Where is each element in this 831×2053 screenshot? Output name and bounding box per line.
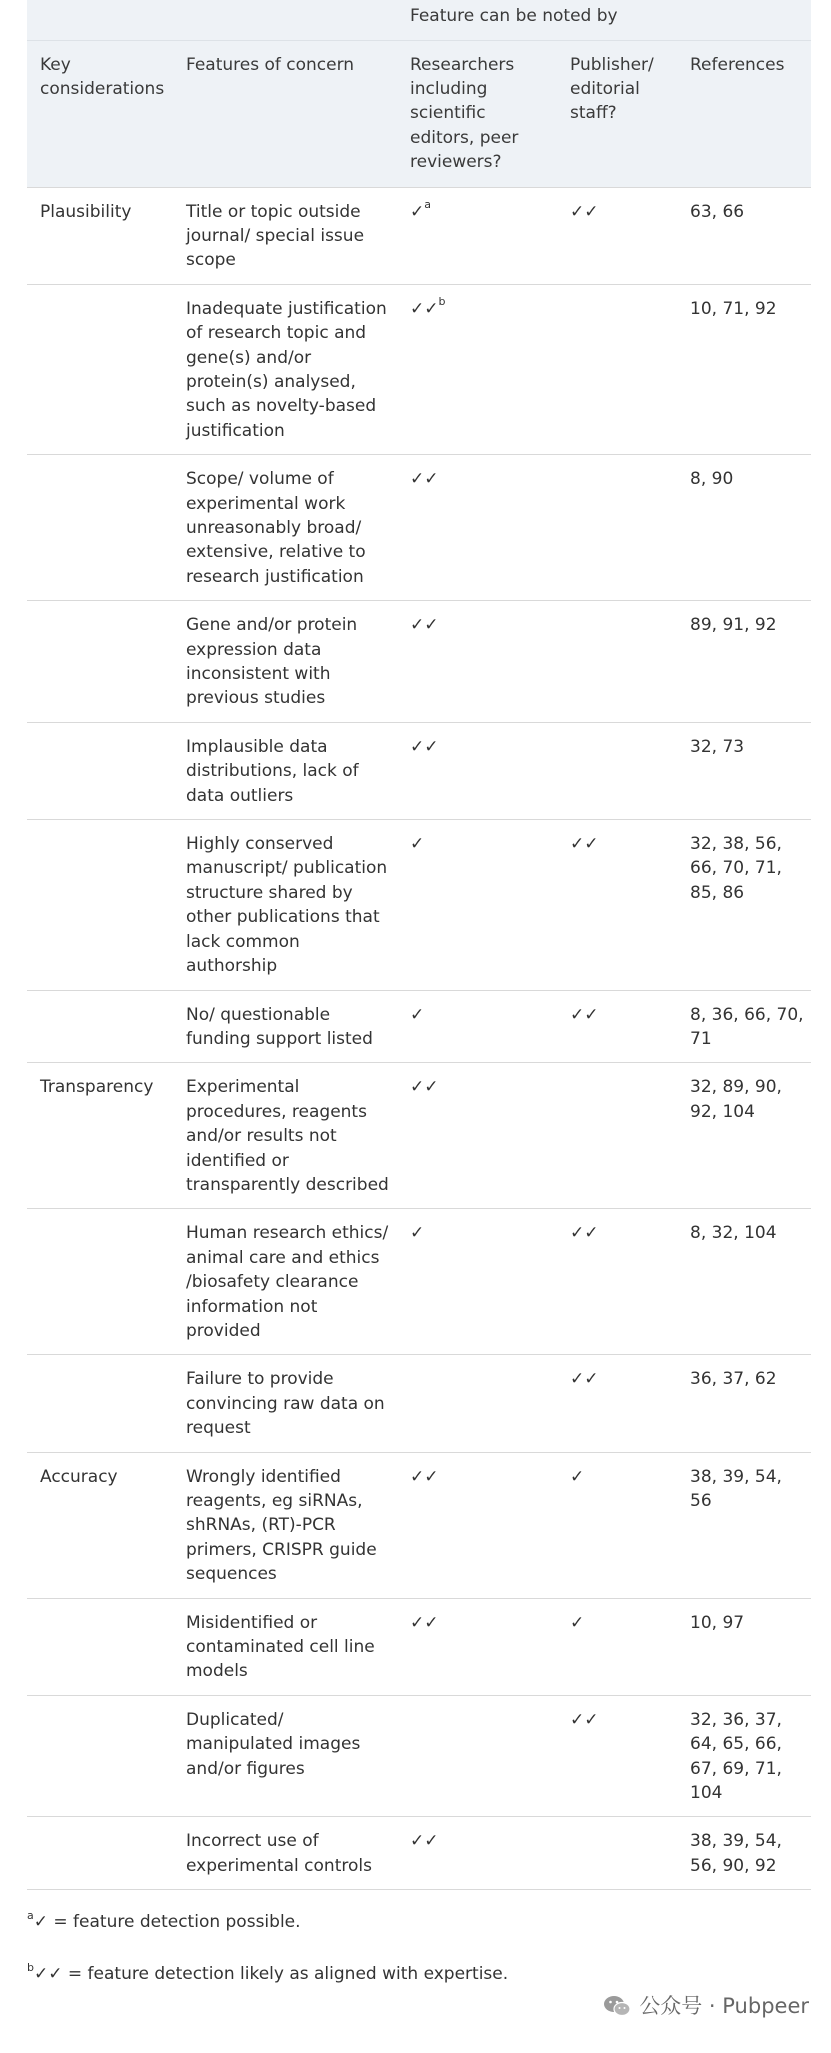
cell-feature: Title or topic outside journal/ special issue scope	[173, 187, 397, 284]
table-row	[27, 284, 811, 454]
table-row	[27, 187, 811, 284]
header-publisher: Publisher/ editorial staff?	[570, 54, 654, 124]
cell-references: 32, 38, 56, 66, 70, 71, 85, 86	[677, 820, 811, 990]
cell-publisher: ✓	[557, 1452, 677, 1598]
cell-researchers: ✓	[397, 820, 557, 990]
cell-references: 8, 32, 104	[677, 1209, 811, 1355]
cell-feature: Implausible data distributions, lack of data outliers	[173, 722, 397, 819]
footnote-b-symbol: ✓✓	[33, 1964, 63, 1985]
cell-feature: Scope/ volume of experimental work unreasonably broad/ extensive, relative to research justification	[173, 455, 397, 601]
table-row	[27, 820, 811, 990]
cell-researchers: ✓✓	[397, 722, 557, 819]
cell-key-consideration	[27, 1209, 173, 1355]
cell-publisher	[557, 1817, 677, 1890]
cell-feature: Highly conserved manuscript/ publication structure shared by other publications that lack common authorship	[173, 820, 397, 990]
cell-publisher	[557, 601, 677, 723]
cell-publisher: ✓✓	[557, 820, 677, 990]
footnote-a-text: = feature detection possible.	[48, 1912, 301, 1933]
table-row	[27, 1355, 811, 1452]
cell-key-consideration	[27, 1817, 173, 1890]
cell-feature: Duplicated/ manipulated images and/or figures	[173, 1695, 397, 1817]
cell-researchers: ✓✓	[397, 601, 557, 723]
cell-publisher	[557, 722, 677, 819]
cell-key-consideration	[27, 284, 173, 454]
cell-references: 10, 97	[677, 1598, 811, 1695]
cell-researchers: ✓$^a$	[397, 187, 557, 284]
cell-key-consideration	[27, 1355, 173, 1452]
header-references: References	[690, 54, 785, 75]
footnote-b: $^b$✓✓ = feature detection likely as aligned with expertise.	[27, 1960, 509, 1985]
cell-key-consideration	[27, 1598, 173, 1695]
cell-references: 10, 71, 92	[677, 284, 811, 454]
table-row	[27, 1452, 811, 1598]
watermark	[603, 1994, 809, 2018]
cell-publisher: ✓✓	[557, 1209, 677, 1355]
table-row	[27, 455, 811, 601]
cell-feature: Wrongly identified reagents, eg siRNAs, shRNAs, (RT)-PCR primers, CRISPR guide sequences	[173, 1452, 397, 1598]
footnote-b-text: = feature detection likely as aligned with expertise.	[62, 1964, 509, 1985]
header-researchers: Researchers including scientific editors, peer reviewers?	[410, 54, 519, 173]
cell-key-consideration: Plausibility	[27, 187, 173, 284]
cell-researchers: ✓✓	[397, 1817, 557, 1890]
cell-references: 89, 91, 92	[677, 601, 811, 723]
table-container	[27, 0, 811, 1890]
table-body	[27, 187, 811, 1890]
header-group-label: Feature can be noted by	[397, 0, 811, 40]
cell-references: 8, 90	[677, 455, 811, 601]
cell-researchers: ✓✓	[397, 1598, 557, 1695]
table-row	[27, 722, 811, 819]
cell-key-consideration	[27, 1695, 173, 1817]
cell-publisher	[557, 455, 677, 601]
cell-researchers: ✓✓	[397, 455, 557, 601]
footnote-a: $^a$✓ = feature detection possible.	[27, 1908, 301, 1933]
table-row	[27, 1695, 811, 1817]
cell-publisher	[557, 1063, 677, 1209]
cell-publisher	[557, 284, 677, 454]
cell-researchers: ✓	[397, 1209, 557, 1355]
cell-references: 38, 39, 54, 56, 90, 92	[677, 1817, 811, 1890]
cell-key-consideration	[27, 455, 173, 601]
cell-publisher: ✓✓	[557, 1695, 677, 1817]
cell-researchers	[397, 1695, 557, 1817]
cell-key-consideration	[27, 601, 173, 723]
cell-key-consideration	[27, 722, 173, 819]
header-features-of-concern: Features of concern	[186, 54, 355, 75]
wechat-icon	[603, 1994, 631, 2018]
cell-key-consideration	[27, 820, 173, 990]
header-group-row	[27, 0, 811, 40]
cell-key-consideration	[27, 990, 173, 1063]
cell-publisher: ✓✓	[557, 187, 677, 284]
cell-researchers: ✓✓	[397, 1063, 557, 1209]
cell-key-consideration: Transparency	[27, 1063, 173, 1209]
watermark-text: 公众号 · Pubpeer	[639, 1994, 809, 2018]
cell-references: 63, 66	[677, 187, 811, 284]
cell-references: 32, 36, 37, 64, 65, 66, 67, 69, 71, 104	[677, 1695, 811, 1817]
cell-feature: Gene and/or protein expression data inconsistent with previous studies	[173, 601, 397, 723]
cell-researchers: ✓✓	[397, 1452, 557, 1598]
cell-references: 32, 73	[677, 722, 811, 819]
cell-researchers: ✓	[397, 990, 557, 1063]
cell-researchers	[397, 1355, 557, 1452]
cell-publisher: ✓	[557, 1598, 677, 1695]
table-row	[27, 990, 811, 1063]
cell-references: 36, 37, 62	[677, 1355, 811, 1452]
cell-references: 38, 39, 54, 56	[677, 1452, 811, 1598]
cell-key-consideration: Accuracy	[27, 1452, 173, 1598]
footnote-a-symbol: ✓	[33, 1912, 48, 1933]
table-row	[27, 1209, 811, 1355]
footnote-marker: a	[424, 197, 431, 211]
cell-feature: Human research ethics/ animal care and ethics /biosafety clearance information not provided	[173, 1209, 397, 1355]
features-table	[27, 0, 811, 1890]
cell-publisher: ✓✓	[557, 990, 677, 1063]
header-key-considerations: Key considerations	[40, 54, 165, 99]
table-row	[27, 601, 811, 723]
cell-feature: Failure to provide convincing raw data on request	[173, 1355, 397, 1452]
cell-feature: Misidentified or contaminated cell line models	[173, 1598, 397, 1695]
table-row	[27, 1598, 811, 1695]
cell-feature: No/ questionable funding support listed	[173, 990, 397, 1063]
cell-references: 32, 89, 90, 92, 104	[677, 1063, 811, 1209]
header-row	[27, 40, 811, 187]
footnote-marker: b	[438, 295, 446, 309]
cell-publisher: ✓✓	[557, 1355, 677, 1452]
cell-feature: Experimental procedures, reagents and/or results not identified or transparently described	[173, 1063, 397, 1209]
table-row	[27, 1063, 811, 1209]
cell-researchers: ✓✓$^b$	[397, 284, 557, 454]
cell-feature: Incorrect use of experimental controls	[173, 1817, 397, 1890]
cell-feature: Inadequate justification of research topic and gene(s) and/or protein(s) analysed, such as novelty-based justification	[173, 284, 397, 454]
table-row	[27, 1817, 811, 1890]
cell-references: 8, 36, 66, 70, 71	[677, 990, 811, 1063]
